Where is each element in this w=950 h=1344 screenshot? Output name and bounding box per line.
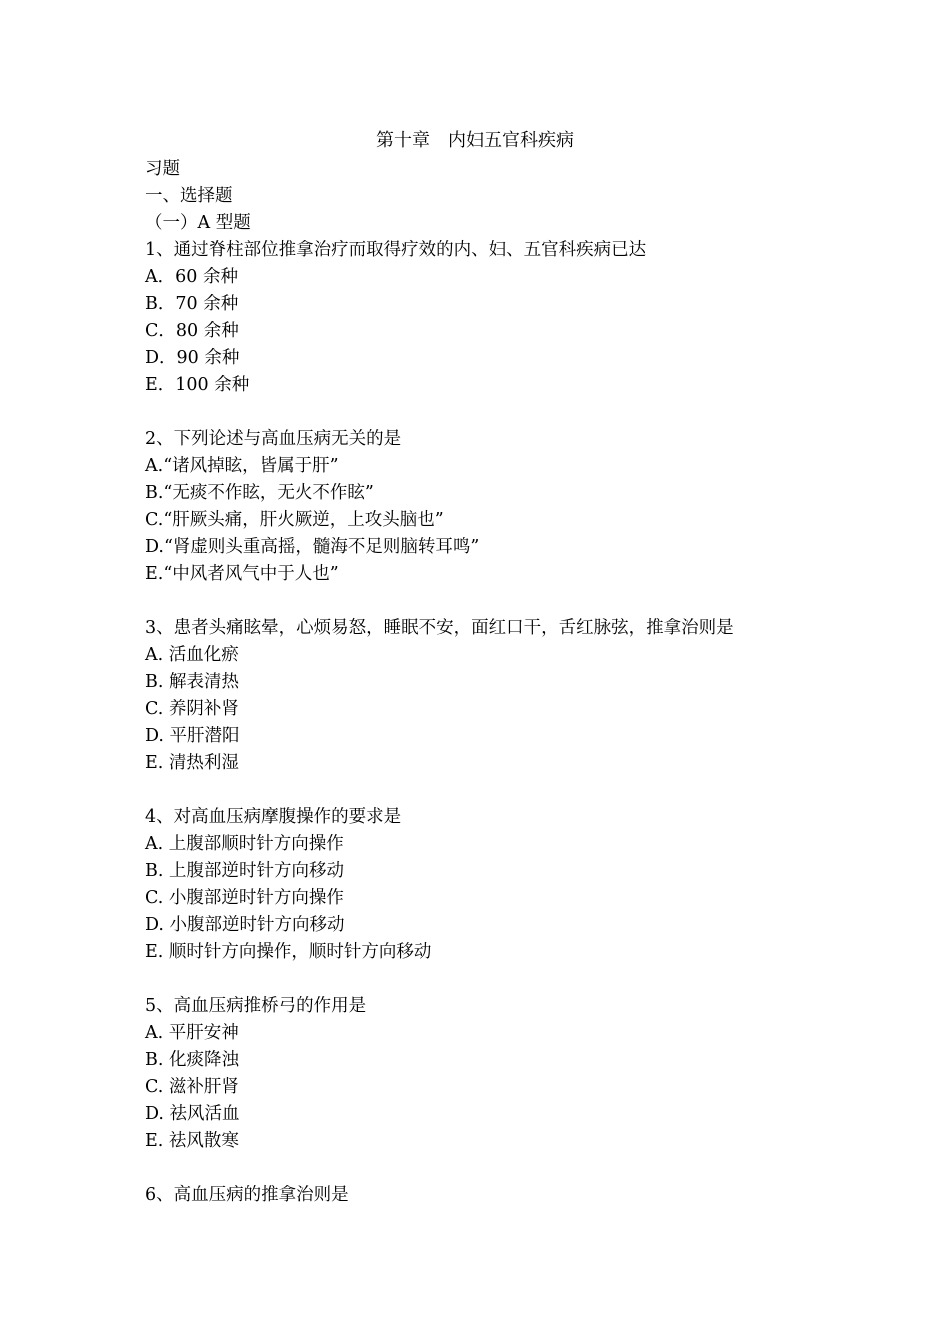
question-5 [145,993,910,1155]
option-b: B. 解表清热 [145,672,239,692]
part-heading: 一、选择题 [145,186,233,206]
question-stem: 4、对高血压病摩腹操作的要求是 [145,807,402,827]
option-a: A. 平肝安神 [145,1023,239,1043]
question-3 [145,615,910,777]
option-a: A. 上腹部顺时针方向操作 [145,834,344,854]
spacer [145,966,910,993]
spacer [145,777,910,804]
option-b: B．70 余种 [145,294,239,314]
question-stem: 2、下列论述与高血压病无关的是 [145,429,402,449]
question-stem: 5、高血压病推桥弓的作用是 [145,996,367,1016]
option-a: A.“诸风掉眩，皆属于肝” [145,456,339,476]
option-c: C．80 余种 [145,321,239,341]
question-stem: 3、患者头痛眩晕，心烦易怒，睡眠不安，面红口干，舌红脉弦，推拿治则是 [145,618,734,638]
option-c: C. 小腹部逆时针方向操作 [145,888,344,908]
option-d: D. 平肝潜阳 [145,726,240,746]
spacer [145,399,910,426]
option-c: C.“肝厥头痛，肝火厥逆，上攻头脑也” [145,510,444,530]
option-e: E. 祛风散寒 [145,1131,239,1151]
option-d: D．90 余种 [145,348,240,368]
option-c: C. 养阴补肾 [145,699,239,719]
option-d: D. 祛风活血 [145,1104,240,1124]
question-4 [145,804,910,966]
subpart-heading: （一）A 型题 [145,213,251,233]
option-b: B. 化痰降浊 [145,1050,239,1070]
option-d: D.“肾虚则头重高摇，髓海不足则脑转耳鸣” [145,537,480,557]
question-1 [145,237,910,399]
option-d: D. 小腹部逆时针方向移动 [145,915,345,935]
question-stem: 1、通过脊柱部位推拿治疗而取得疗效的内、妇、五官科疾病已达 [145,240,647,260]
exercise-content [145,156,910,1209]
spacer [145,588,910,615]
question-stem: 6、高血压病的推拿治则是 [145,1185,349,1205]
option-b: B.“无痰不作眩，无火不作眩” [145,483,374,503]
option-e: E. 顺时针方向操作，顺时针方向移动 [145,942,432,962]
section-heading: 习题 [145,159,180,179]
question-6 [145,1182,910,1209]
option-e: E. 清热利湿 [145,753,239,773]
option-b: B. 上腹部逆时针方向移动 [145,861,344,881]
option-e: E．100 余种 [145,375,250,395]
spacer [145,1155,910,1182]
option-c: C. 滋补肝肾 [145,1077,239,1097]
chapter-title: 第十章 内妇五官科疾病 [376,130,574,151]
question-2 [145,426,910,588]
option-a: A. 活血化瘀 [145,645,239,665]
option-a: A．60 余种 [145,267,238,287]
option-e: E.“中风者风气中于人也” [145,564,339,584]
